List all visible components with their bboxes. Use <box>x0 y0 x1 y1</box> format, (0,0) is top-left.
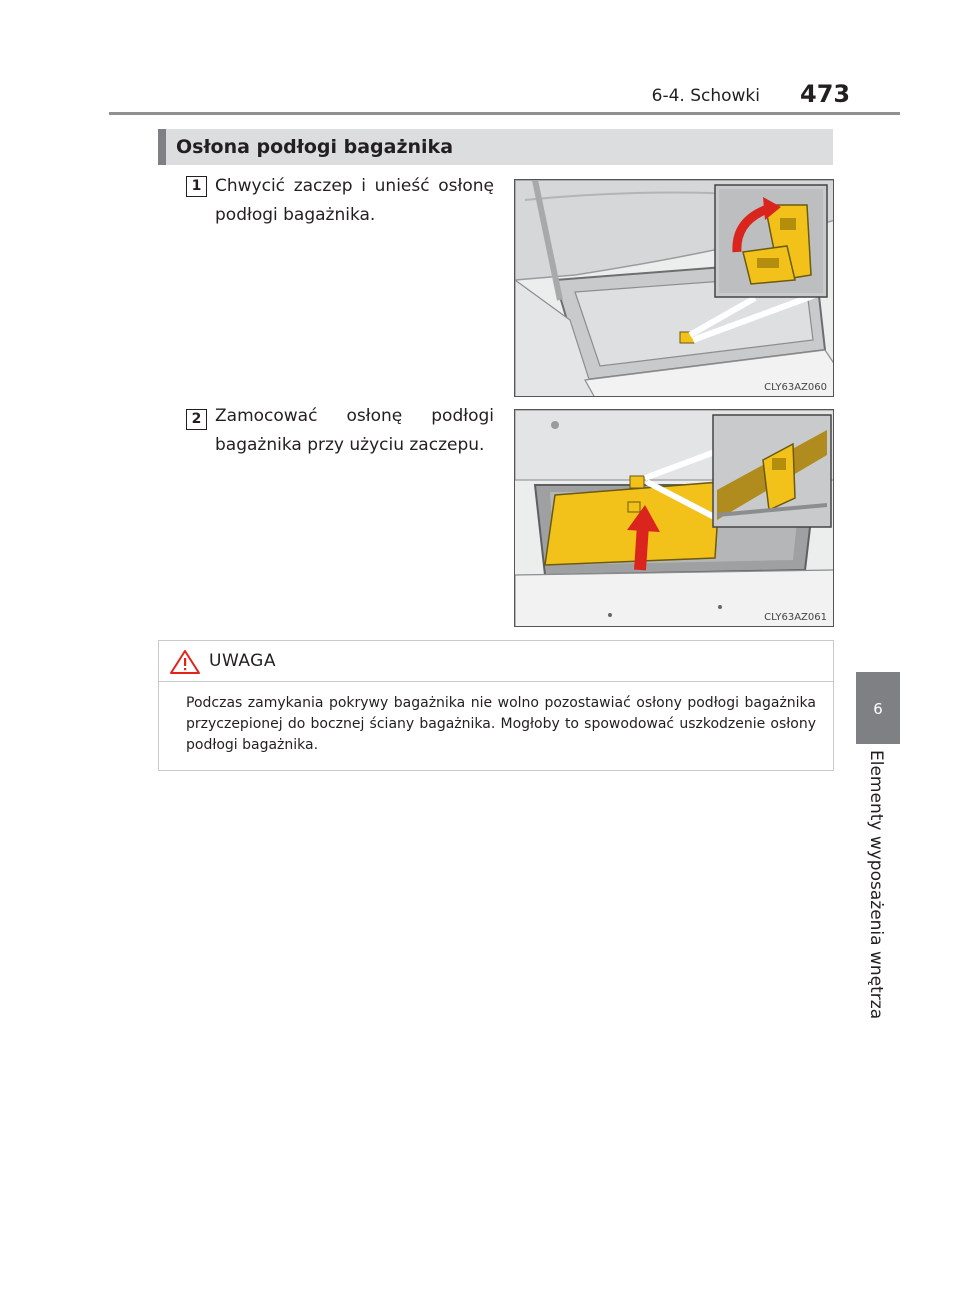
illustration-code-2: CLY63AZ061 <box>764 612 827 623</box>
caution-text: Podczas zamykania pokrywy bagażnika nie wolno pozostawiać osłony podłogi bagażnika przyczepionej do bocznej ściany bagażnika. Mogłoby to spowodować uszkodzenie osłony podłogi bagażnika. <box>186 695 816 753</box>
caution-divider <box>159 681 833 682</box>
step-text-1: Chwycić zaczep i unieść osłonę podłogi bagażnika. <box>215 176 494 225</box>
trunk-hook-attach-illustration <box>515 410 834 627</box>
step-number-1: 1 <box>186 176 207 197</box>
warning-triangle-icon <box>169 649 201 675</box>
section-title: Osłona podłogi bagażnika <box>176 136 454 158</box>
illustration-code-1: CLY63AZ060 <box>764 382 827 393</box>
chapter-tab <box>856 672 900 744</box>
section-bar-accent <box>158 129 166 165</box>
caution-title: UWAGA <box>209 651 276 671</box>
chapter-number: 6 <box>873 700 883 718</box>
step-number-2: 2 <box>186 409 207 430</box>
caution-box <box>158 640 834 771</box>
page-number: 473 <box>800 80 851 108</box>
caution-header <box>169 649 276 677</box>
running-header-section: 6-4. Schowki <box>651 86 760 106</box>
chapter-title: Elementy wyposażenia wnętrza <box>866 750 886 1020</box>
illustration-step-2 <box>514 409 834 627</box>
header-divider <box>109 112 900 115</box>
trunk-hook-lift-illustration <box>515 180 834 397</box>
illustration-step-1 <box>514 179 834 397</box>
section-heading-bar <box>158 129 833 165</box>
step-text-2: Zamocować osłonę podłogi bagażnika przy użyciu zaczepu. <box>215 406 494 455</box>
